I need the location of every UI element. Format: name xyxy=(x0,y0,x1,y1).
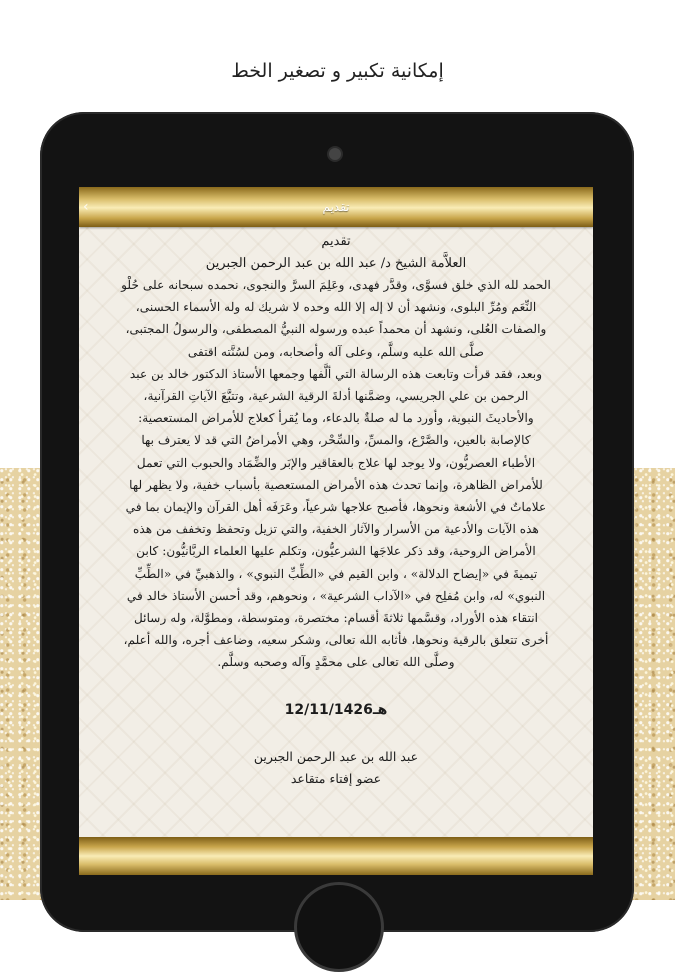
body-line: أخرى تتعلق بالرقية ونحوها، فأثابه الله تعالى، وشكر سعيه، وضاعف أجره، والله أعلم، xyxy=(123,633,549,648)
camera-icon xyxy=(327,146,343,162)
document-body xyxy=(89,274,583,674)
body-line: للأمراض الظاهرة، وإنما تحدث هذه الأمراض المستعصية بأسباب خفية، ولا يظهر لها xyxy=(129,477,543,492)
body-line: تيميةَ في «إيضاح الدلالة» ، وابن القيم في «الطِّبِّ النبوي» ، والذهبيِّ في «الطِّبِّ xyxy=(134,566,538,581)
document-author: العلاَّمة الشيخ د/ عبد الله بن عبد الرحمن الجبرين xyxy=(205,256,467,271)
body-line: والأحاديثَ النبوية، وأورد ما له صلةٌ بالدعاء، وما يُقرأ كعلاج للأمراض المستعصية: xyxy=(138,411,534,426)
page-title: تقديم xyxy=(322,200,350,214)
body-line: النبوي» له، وابن مُفلِح في «الآداب الشرعية» ، ونحوهم، وقد أحسن الأستاذ خالد في xyxy=(126,588,546,603)
body-line: الأمراض الروحية، وقد ذكر علاجَها الشرعيُّون، وتكلم عليها العلماء الربَّانيُّون: كابن xyxy=(136,544,536,559)
body-line: هذه الآيات والأدعية من الأسرار والآثار الخفية، والتي تزيل وتحفظ وتخفف من هذه xyxy=(133,522,539,537)
signature-title: عضو إفتاء متقاعد xyxy=(290,770,382,786)
body-line: كالإصابة بالعين، والصَّرْع، والمسِّ، والسِّحْر، وهي الأمراضُ التي قد لا يعترف بها xyxy=(141,433,531,448)
promo-caption: إمكانية تكبير و تصغير الخط xyxy=(231,60,444,82)
body-line: وصلَّى الله تعالى على محمَّدٍ وآله وصحبه وسلَّم. xyxy=(217,655,455,670)
home-button[interactable] xyxy=(294,882,384,972)
body-line: علاماتٌ في الأشعة ونحوها، فأصبح علاجها شرعياً، وعَرَفَه أهل القرآن والإيمان بما في xyxy=(125,500,547,515)
body-line: صلَّى الله عليه وسلَّم، وعلى آله وأصحابه، ومن لسُنَّته اقتفى xyxy=(187,344,485,359)
app-screen xyxy=(79,187,593,875)
signature-name: عبد الله بن عبد الرحمن الجبرين xyxy=(253,748,419,764)
title-bar xyxy=(79,187,593,227)
document-content[interactable] xyxy=(89,231,583,835)
body-line: انتقاء هذه الأوراد، وقسَّمها ثلاثةَ أقسام: مختصرة، ومتوسطة، ومطوَّلة، وله رسائل xyxy=(133,611,539,626)
tablet-device xyxy=(40,112,634,932)
chevron-left-icon[interactable]: ‹ xyxy=(83,199,89,215)
document-date: 12/11/1426هـ xyxy=(284,701,388,718)
body-line: وبعد، فقد قرأت وتابعت هذه الرسالة التي ألَّفها وجمعها الأستاذ الدكتور خالد بن عبد xyxy=(129,366,543,381)
bottom-bar xyxy=(79,837,593,875)
body-line: الحمد لله الذي خلق فسوَّى، وقدَّر فهدى، وعَلِمَ السرَّ والنجوى، نحمده سبحانه على حُلْو xyxy=(121,278,551,292)
body-line: الأطباء العصريُّون، ولا يوجد لها علاج بالعقاقير والإبَر والضِّمَاد والحبوب التي تعمل xyxy=(136,455,536,470)
document-heading: تقديم xyxy=(321,234,351,249)
body-line: النِّعَم ومُرِّ البلوى، ونشهد أن لا إله إلا الله وحده لا شريك له وله الأسماء الحسنى، xyxy=(135,300,537,315)
body-line: الرحمن بن علي الجريسي، وضمَّنها أدلةَ الرقية الشرعية، وتتبَّعَ الآياتِ القرآنية، xyxy=(143,389,529,404)
body-line: والصفات العُلى، ونشهد أن محمداً عبده ورسوله النبيُّ المصطفى، والرسولُ المجتبى، xyxy=(125,322,547,337)
document-signature xyxy=(89,746,583,790)
